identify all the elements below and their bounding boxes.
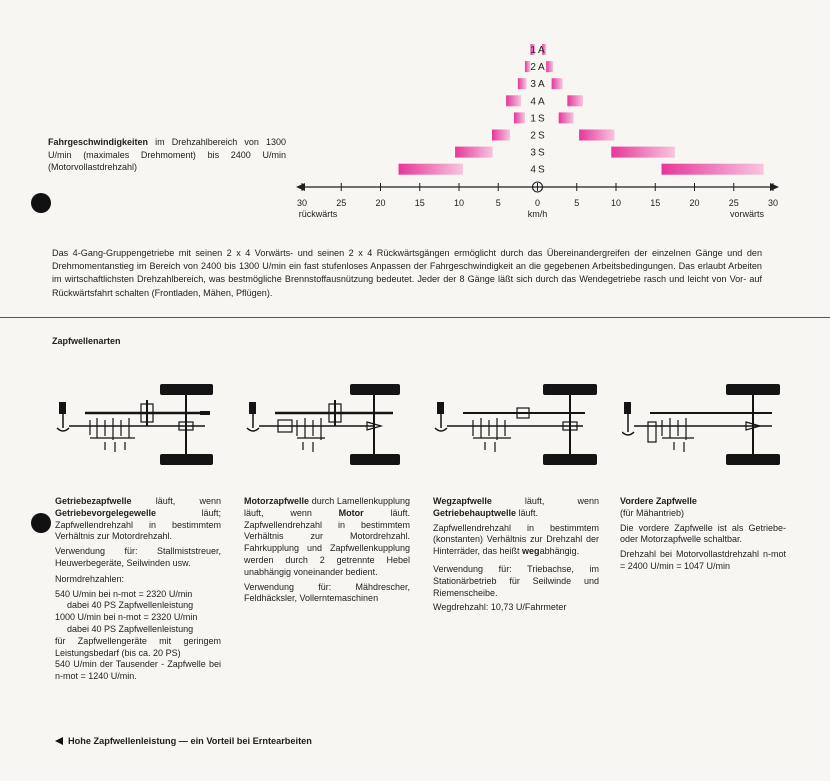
motor-bold-2: Motor bbox=[338, 507, 364, 518]
gear-label-3a: 3 A bbox=[530, 79, 545, 91]
speed-caption bbox=[48, 136, 286, 174]
bar-reverse-3a bbox=[518, 78, 527, 89]
motor-lead-text-2: läuft. Zapfwellendrehzahl in bestimmtem Verhältnis zur Motordrehzahl. Fahrkupplung und Zapfwellenkupplung werden durch 2 getrennte Hebel unabhängig voneinander bedient. bbox=[244, 507, 411, 577]
tick-label: 10 bbox=[610, 198, 622, 208]
norm-line: 540 U/min bei n-mot = 2320 U/min bbox=[55, 588, 193, 599]
wheel-rear-bottom bbox=[160, 454, 213, 465]
bar-reverse-4s bbox=[399, 164, 463, 175]
vordere-text: Die vordere Zapfwelle ist als Getriebe- oder Motorzapfwelle schaltbar. bbox=[620, 522, 786, 545]
norm-line: 1000 U/min bei n-mot = 2320 U/min bbox=[55, 612, 198, 623]
left-arrow-icon bbox=[55, 737, 63, 745]
column-vordere-zapfwelle bbox=[620, 496, 786, 576]
intro-paragraph: Das 4-Gang-Gruppengetriebe mit seinen 2 x 4 Vorwärts- und seinen 2 x 4 Rückwärtsgängen ermöglicht durch das Übereinandergreifen der einzelnen Gänge und den Drehmomentanstieg im Bereich von 2400 bis 1300 U/min ein fast stufenloses Anpassen der Fahrgeschwindigkeit an die gegebenen Arbeitsbedingungen. Das erlaubt Arbeiten im wirtschaftlichsten Drehzahlbereich, was bestmögliche Brennstoffausnützung bedeutet. Jeder der 8 Gänge läßt sich durch das Wendegetriebe rasch und leicht von Vor- auf Rückwärtsfahrt schalten (Frontladen, Mähen, Pflügen). bbox=[52, 248, 762, 298]
tick-label: 30 bbox=[767, 198, 779, 208]
column-motorzapfwelle bbox=[244, 496, 410, 608]
bar-forward-4s bbox=[662, 164, 764, 175]
weg-bold-2: Getriebehauptwelle bbox=[433, 507, 517, 518]
motor-title: Motorzapfwelle bbox=[244, 496, 310, 506]
bar-forward-3s bbox=[611, 147, 675, 158]
column-wegzapfwelle bbox=[433, 496, 599, 617]
schematic-wegzapfwelle bbox=[433, 380, 603, 470]
weg-para2-bold: weg bbox=[522, 546, 540, 557]
label-vorwaerts: vorwärts bbox=[729, 209, 765, 219]
bar-reverse-3s bbox=[455, 147, 493, 158]
norm-line: für Zapfwellengeräte mit geringem Leistungsbedarf (bis ca. 20 PS) bbox=[55, 635, 221, 658]
gear-label-2a: 2 A bbox=[530, 62, 545, 74]
label-rueckwaerts: rückwärts bbox=[298, 209, 338, 219]
getriebe-bold-2: Getriebevorgelegewelle bbox=[55, 507, 157, 518]
tick-label: 30 bbox=[296, 198, 308, 208]
gear-label-4s: 4 S bbox=[530, 164, 545, 176]
punch-hole-top bbox=[31, 193, 51, 213]
getriebe-lead bbox=[55, 496, 221, 543]
section-title: Zapfwellenarten bbox=[52, 336, 121, 346]
bar-forward-1s bbox=[559, 112, 574, 123]
bar-forward-4a bbox=[567, 95, 583, 106]
vordere-subtitle: (für Mähantrieb) bbox=[620, 507, 685, 518]
vordere-lead bbox=[620, 496, 786, 508]
weg-lead-text-1: läuft, wenn bbox=[491, 496, 599, 506]
axis-arrow-left-icon bbox=[296, 183, 305, 191]
x-axis-label: km/h bbox=[527, 209, 548, 219]
tick-label: 20 bbox=[375, 198, 386, 208]
tick-label: 20 bbox=[689, 198, 700, 208]
tick-label: 5 bbox=[495, 198, 501, 208]
bar-forward-3a bbox=[552, 78, 563, 89]
tick-label: 15 bbox=[650, 198, 661, 208]
vordere-drehzahl: Drehzahl bei Motorvollastdrehzahl n-mot = 2400 U/min = 1047 U/min bbox=[620, 549, 786, 571]
gear-label-1a: 1 A bbox=[530, 45, 545, 56]
weg-title: Wegzapfwelle bbox=[433, 496, 492, 506]
vordere-title: Vordere Zapfwelle bbox=[620, 496, 697, 506]
bar-forward-2a bbox=[546, 61, 553, 72]
column-getriebezapfwelle bbox=[55, 496, 221, 683]
norm-line: dabei 40 PS Zapfwellenleistung bbox=[67, 623, 194, 634]
gear-label-4a: 4 A bbox=[530, 96, 545, 108]
schematic-vordere-zapfwelle bbox=[622, 380, 792, 470]
getriebe-norm-title: Normdrehzahlen: bbox=[55, 573, 125, 584]
speed-chart bbox=[295, 40, 785, 225]
tick-label: 25 bbox=[336, 198, 347, 208]
weg-wegdrehzahl: Wegdrehzahl: 10,73 U/Fahrmeter bbox=[433, 602, 567, 613]
footer-text: Hohe Zapfwellenleistung — ein Vorteil bei Erntearbeiten bbox=[68, 736, 312, 746]
wheel-rear-top bbox=[160, 384, 213, 395]
weg-para2-pre: Zapfwellendrehzahl in bestimmtem (konstanten) Verhältnis zur Drehzahl der Hinterräder, das heißt bbox=[433, 522, 599, 557]
punch-hole-bottom bbox=[31, 513, 51, 533]
axis-arrow-right-icon bbox=[770, 183, 779, 191]
gear-label-1s: 1 S bbox=[530, 113, 545, 125]
weg-para2-post: abhängig. bbox=[539, 546, 580, 557]
getriebe-norm-list bbox=[55, 589, 221, 683]
gear-label-2s: 2 S bbox=[530, 130, 545, 142]
getriebe-lead-text-2: läuft; Zapfwellendrehzahl in bestimmtem Verhältnis zur Motordrehzahl. bbox=[55, 507, 221, 542]
weg-usage: Verwendung für: Triebachse, im Stationärbetrieb für Seilwinde und Riemenscheibe. bbox=[433, 563, 599, 598]
speed-caption-text: im Drehzahlbereich von 1300 U/min (maximales Drehmoment) bis 2400 U/min (Motorvollastdrehzahl) bbox=[48, 137, 286, 172]
getriebe-lead-text-1: läuft, wenn bbox=[131, 496, 221, 506]
motor-usage: Verwendung für: Mähdrescher, Feldhäcksler, Vollerntemaschinen bbox=[244, 581, 410, 604]
getriebe-usage: Verwendung für: Stallmiststreuer, Heuwerbegeräte, Seilwinden usw. bbox=[55, 546, 221, 568]
getriebe-title: Getriebezapfwelle bbox=[55, 496, 132, 506]
section-divider bbox=[0, 317, 830, 318]
gear-label-3s: 3 S bbox=[530, 147, 545, 159]
bar-reverse-2s bbox=[492, 130, 510, 141]
weg-lead-text-2: läuft. bbox=[516, 507, 539, 518]
schematic-getriebezapfwelle bbox=[55, 380, 225, 470]
motor-lead bbox=[244, 496, 410, 579]
weg-para2 bbox=[433, 523, 599, 558]
motor-lead-text-1: durch Lamellenkupplung läuft, wenn bbox=[244, 496, 410, 518]
bar-reverse-1s bbox=[514, 112, 525, 123]
norm-line: 540 U/min der Tausender - Zapfwelle bei n-mot = 1240 U/min. bbox=[55, 659, 221, 682]
tick-label: 5 bbox=[574, 198, 580, 208]
weg-lead bbox=[433, 496, 599, 520]
bar-forward-2s bbox=[579, 130, 614, 141]
norm-line: dabei 40 PS Zapfwellenleistung bbox=[67, 600, 194, 611]
footer-tagline bbox=[55, 736, 312, 746]
speed-caption-bold: Fahrgeschwindigkeiten bbox=[48, 137, 149, 147]
tick-label: 25 bbox=[728, 198, 739, 208]
schematic-motorzapfwelle bbox=[245, 380, 410, 470]
bar-reverse-4a bbox=[506, 95, 521, 106]
tick-label: 0 bbox=[534, 198, 541, 208]
tick-label: 10 bbox=[453, 198, 465, 208]
tick-label: 15 bbox=[414, 198, 425, 208]
